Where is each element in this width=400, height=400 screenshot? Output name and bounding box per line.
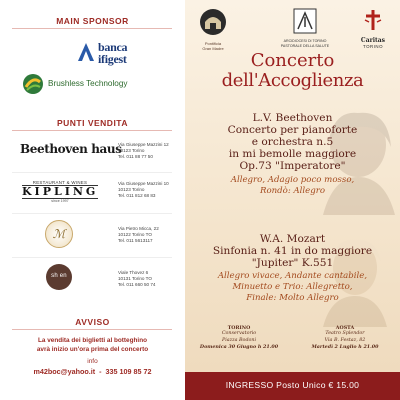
- beethoven-work-line: e orchestra n.5: [251, 136, 334, 148]
- concert-title-line2: dell'Accoglienza: [221, 70, 364, 91]
- venue-aosta: AOSTA Teatro Splendor Via B. Festaz, 82 Martedì 2 Luglio h 21.00: [311, 325, 379, 351]
- vendor-round-logo: ℳ: [45, 220, 73, 248]
- vendor-address: Viale Thovez 6 10131 Torino TO Tel. 011 660 50 74: [118, 270, 156, 287]
- hospital-cross-icon: [293, 8, 317, 34]
- ifigest-mark-icon: [76, 41, 96, 63]
- ingresso-label: INGRESSO Posto Unico € 15.00: [225, 380, 360, 390]
- venue-torino: TORINO Conservatorio Piazza Bodoni Domenica 30 Giugno h 21.00: [199, 325, 279, 351]
- info-label: info: [87, 358, 98, 365]
- church-dome-icon: [199, 8, 227, 36]
- vendor-address: Via Pietro Micca, 22 10122 Torino TO Tel. 011 5613117: [118, 226, 159, 243]
- mozart-tempi: Finale: Molto Allegro: [246, 293, 339, 303]
- brushless-technology-logo: [22, 73, 172, 95]
- kipling-logo: RESTAURANT & WINES KIPLING since 1997: [22, 180, 99, 203]
- beethoven-work-line: in mi bemolle maggiore: [228, 148, 357, 160]
- divider: [12, 257, 172, 258]
- divider: [12, 28, 172, 29]
- ingresso-bar: [185, 372, 400, 400]
- divider: [12, 130, 172, 131]
- main-sponsor-title: MAIN SPONSOR: [56, 16, 129, 26]
- beethoven-composer: L.V. Beethoven: [252, 112, 333, 124]
- ifigest-name-line1: banca: [98, 40, 128, 54]
- banca-ifigest-logo: [76, 38, 142, 68]
- beethoven-work-line: Concerto per pianoforte: [227, 124, 358, 136]
- sheen-logo: sh en: [46, 264, 72, 290]
- mozart-composer: W.A. Mozart: [259, 233, 326, 245]
- arcidiocesi-logo: ARCIDIOCESI DI TORINO PASTORALE DELLA SALUTE: [275, 8, 335, 68]
- mozart-work-line: "Jupiter" K.551: [251, 257, 334, 269]
- sponsor-panel: [0, 0, 185, 400]
- concert-panel: [185, 0, 400, 400]
- vendor-address: Via Giuseppe Mazzini 10 10123 Torino Tel. 011 812 68 83: [118, 181, 169, 198]
- concert-title-line1: Concerto: [250, 50, 335, 71]
- divider: [12, 213, 172, 214]
- avviso-text: La vendita dei biglietti al botteghino avrà inizio un'ora prima del concerto: [36, 337, 149, 353]
- beethoven-tempi: Allegro, Adagio poco mosso,: [230, 175, 355, 185]
- divider: [12, 329, 172, 330]
- divider: [12, 172, 172, 173]
- beethoven-work-line: Op.73 "Imperatore": [239, 160, 346, 172]
- mozart-work-line: Sinfonia n. 41 in do maggiore: [212, 245, 373, 257]
- punti-vendita-title: PUNTI VENDITA: [56, 118, 129, 128]
- mozart-tempi: Allegro vivace, Andante cantabile,: [217, 271, 368, 281]
- brushless-swirl-icon: [22, 73, 44, 95]
- pontificia-logo: Pontificia Gran Madre: [193, 8, 233, 68]
- avviso-title: AVVISO: [75, 317, 110, 327]
- caritas-logo: Caritas TORINO: [353, 8, 393, 68]
- caritas-cross-icon: [363, 8, 383, 32]
- beethoven-tempi: Rondò: Allegro: [259, 186, 326, 196]
- beethoven-haus-logo: Beethoven haus: [20, 142, 122, 156]
- brushless-name: Brushless Technology: [48, 79, 128, 88]
- mozart-tempi: Minuetto e Trio: Allegretto,: [232, 282, 353, 292]
- ifigest-name-line2: ifigest: [98, 52, 127, 66]
- vendor-address: Via Giuseppe Mazzini 12 10123 Torino Tel. 011 88 77 50: [118, 142, 169, 159]
- info-contact[interactable]: m42boc@yahoo.it - 335 109 85 72: [33, 367, 152, 376]
